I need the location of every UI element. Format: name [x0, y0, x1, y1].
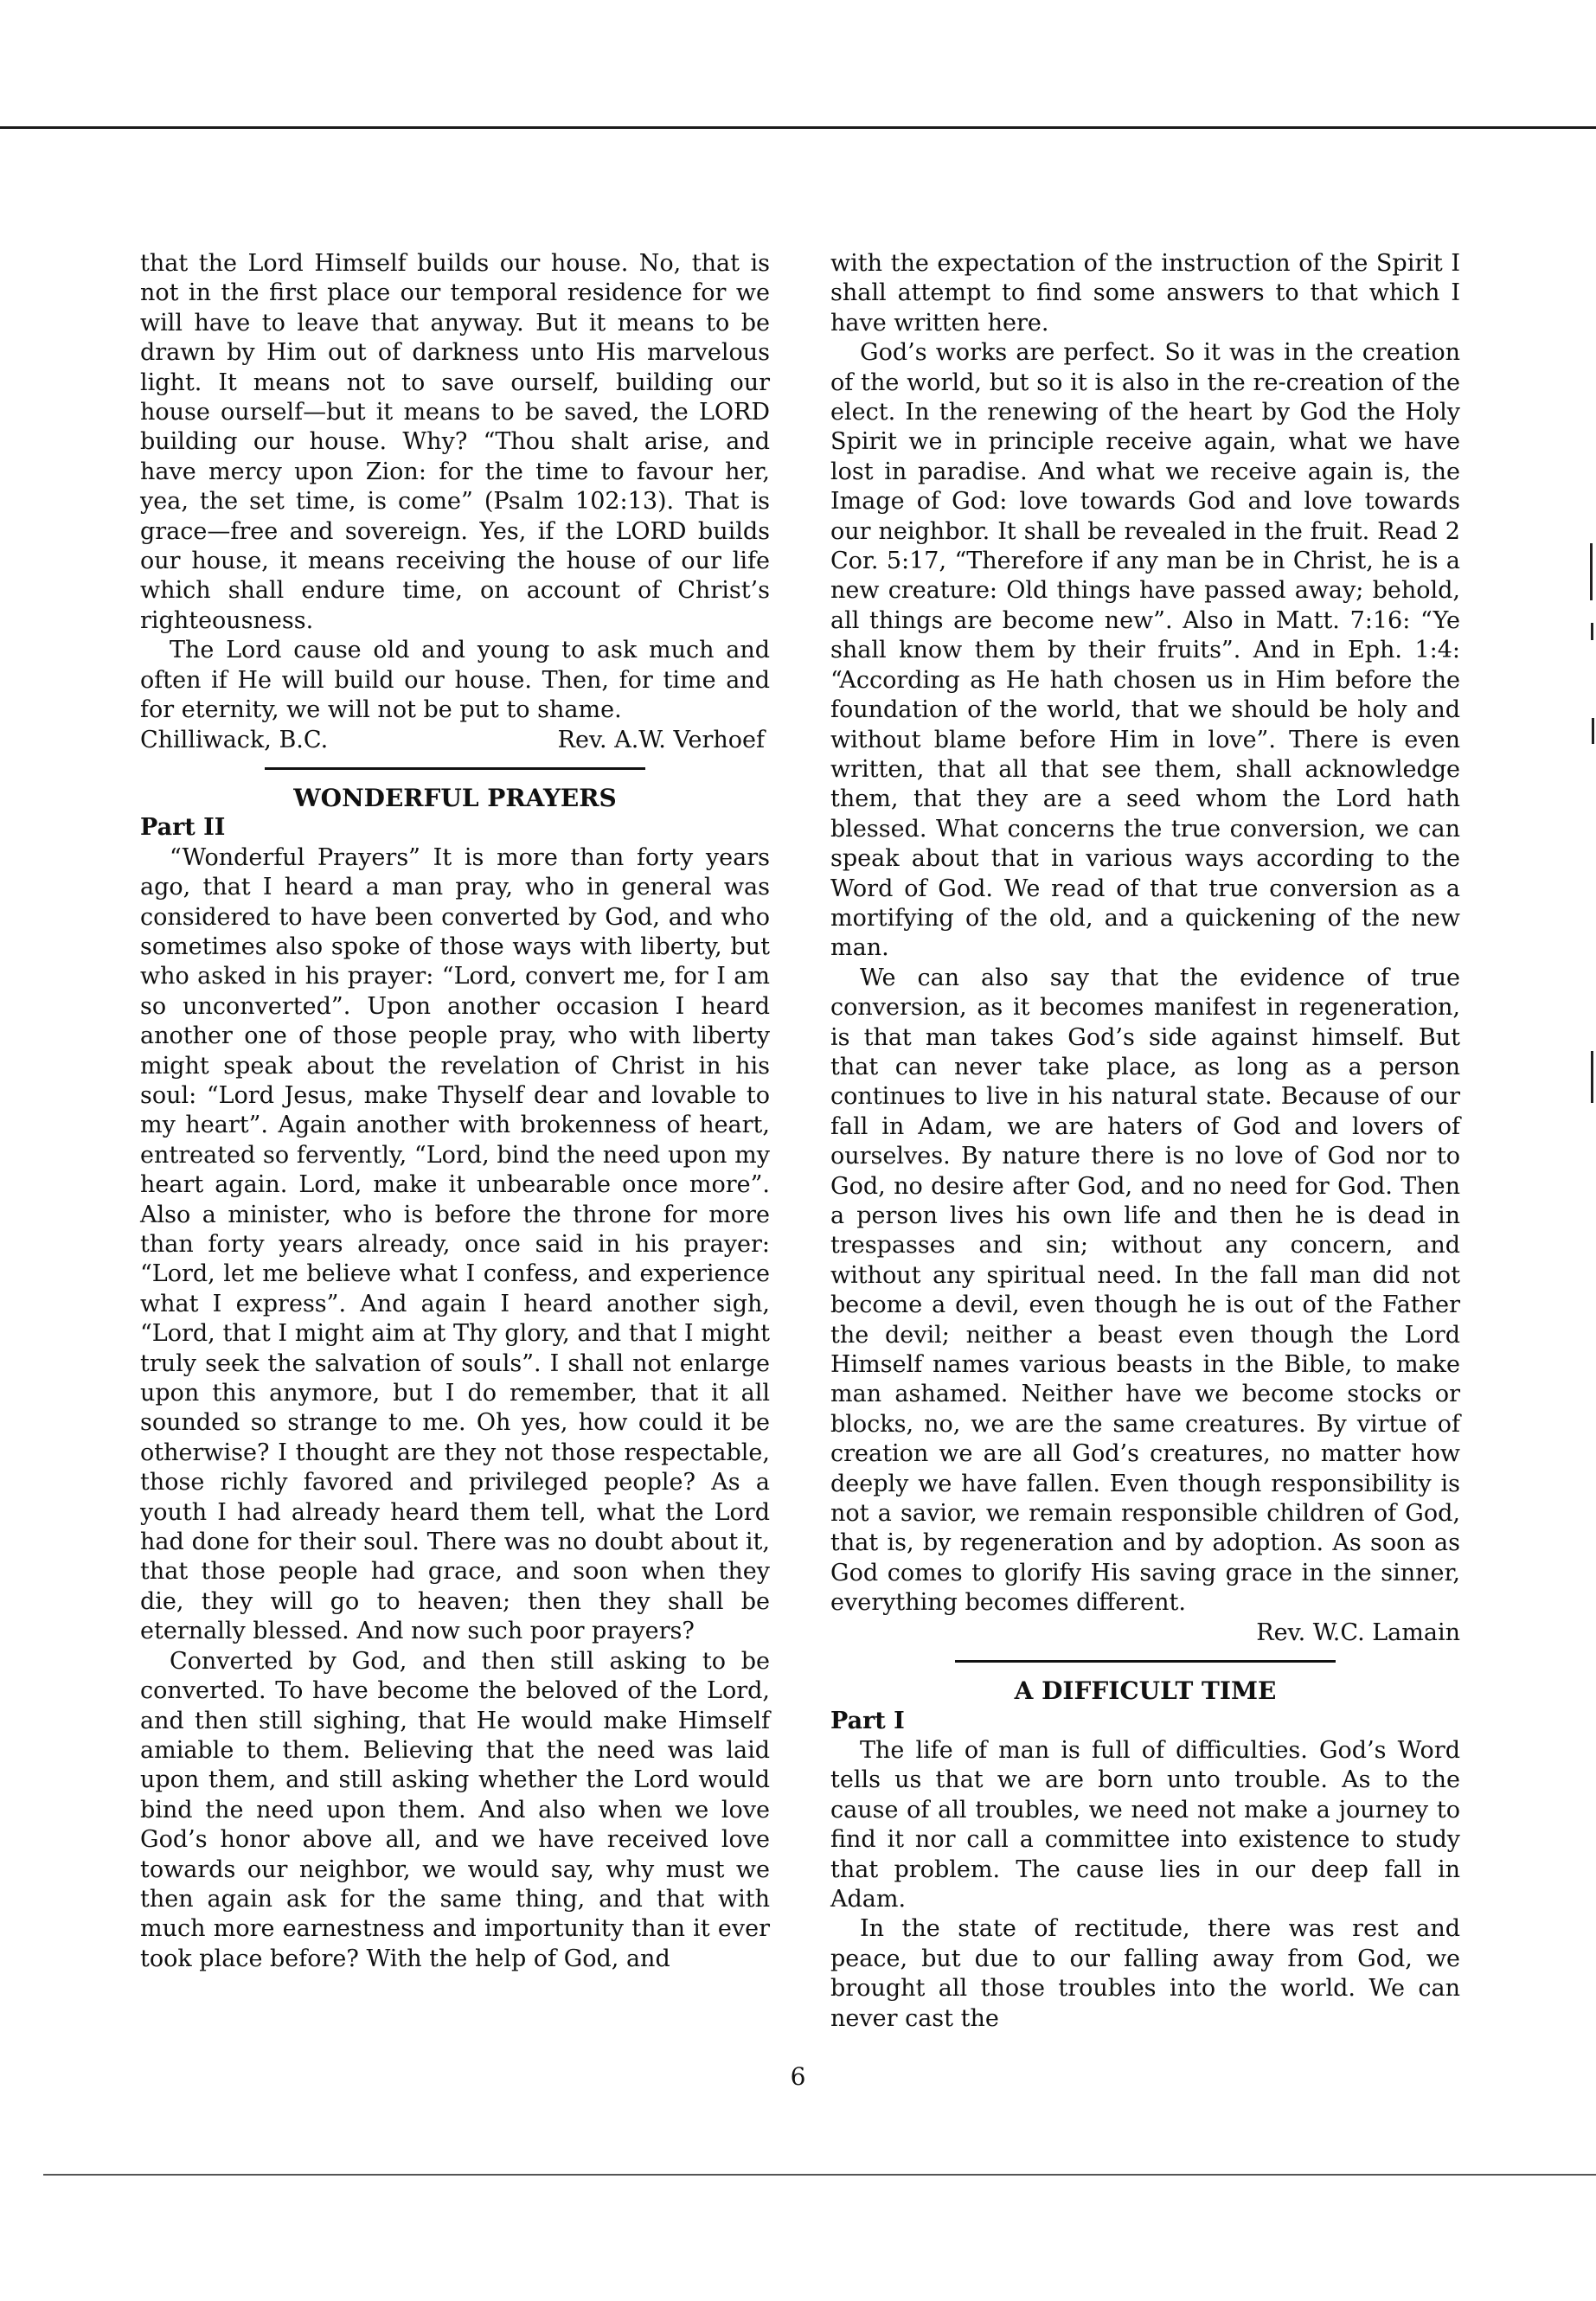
article-part-label: Part I [830, 1707, 905, 1734]
article-paragraph: The life of man is full of difficulties. God’s Word tells us that we are born unto trouble. As to the cause of all troubles, we need not make a journey to find it nor call a committee into existence to study that problem. The cause lies in our deep fall in Adam. [830, 1736, 1460, 1913]
page-number: 6 [790, 2062, 806, 2091]
scan-edge-mark [1591, 1051, 1593, 1103]
article-paragraph: “Wonderful Prayers” It is more than forty years ago, that I heard a man pray, who in general was considered to have been converted by God, and who sometimes also spoke of those ways with liberty, but who asked in his prayer: “Lord, convert me, for I am so unconverted”. Upon another occasion I heard another one of those people pray, who with liberty might speak about the revelation of Christ in his soul: “Lord Jesus, make Thyself dear and lovable to my heart”. Again another with brokenness of heart, entreated so fervently, “Lord, bind the need upon my heart again. Lord, make it unbearable once more”. Also a minister, who is before the throne for more than forty years already, once said in his prayer: “Lord, let me believe what I confess, and experience what I express”. And again I heard another sigh, “Lord, that I might aim at Thy glory, and that I might truly seek the salvation of souls”. I shall not enlarge upon this anymore, but I do remember, that it all sounded so strange to me. Oh yes, how could it be otherwise? I thought are they not those respectable, those richly favored and privileged people? As a youth I had already heard them tell, what the Lord had done for their soul. There was no doubt about it, that those people had grace, and soon when they die, they will go to heaven; then they shall be eternally blessed. And now such poor prayers? [140, 843, 770, 1645]
article-closing-paragraph: The Lord cause old and young to ask much and often if He will build our house. Then, for time and for eternity, we will not be put to shame. [140, 637, 770, 724]
article-separator [265, 767, 645, 770]
article-paragraph: God’s works are perfect. So it was in the creation of the world, but so it is also in the re-creation of the elect. In the renewing of the heart by God the Holy Spirit we in principle receive again, what we have lost in paradise. And what we receive again is, the Image of God: love towards God and love towards our neighbor. It shall be revealed in the fruit. Read 2 Cor. 5:17, “Therefore if any man be in Christ, he is a new creature: Old things have passed away; behold, all things are become new”. Also in Matt. 7:16: “Ye shall know them by their fruits”. And in Eph. 1:4: “According as He hath chosen us in Him before the foundation of the world, that we should be holy and without blame before Him in love”. There is even written, that all that see them, shall acknowledge them, that they are a seed whom the Lord hath blessed. What concerns the true conversion, we can speak about that in various ways according to the Word of God. We read of that true conversion as a mortifying of the old, and a quickening of the new man. [830, 339, 1460, 962]
article-paragraph: We can also say that the evidence of true conversion, as it becomes manifest in regeneration, is that man takes God’s side against himself. But that can never take place, as long as a person continues to live in his natural state. Because of our fall in Adam, we are haters of God and lovers of ourselves. By nature there is no love of God nor to God, no desire after God, and no need for God. Then a person lives his own life and then he is dead in trespasses and sin; without any concern, and without any spiritual need. In the fall man did not become a devil, even though he is out of the Father the devil; neither a beast even though the Lord Himself names various beasts in the Bible, to make man ashamed. Neither have we become stocks or blocks, no, we are the same creatures. By virtue of creation we are all God’s creatures, no matter how deeply we have fallen. Even though responsibility is not a savior, we remain responsible children of God, that is, by regeneration and by adoption. As soon as God comes to glorify His saving grace in the sinner, everything becomes different. [830, 964, 1460, 1617]
article-continuation-paragraph: that the Lord Himself builds our house. No, that is not in the first place our temporal residence for we will have to leave that anyway. But it means to be drawn by Him out of darkness unto His marvelous light. It means not to save ourself, building our house ourself—but it means to be saved, the LORD building our house. Why? “Thou shalt arise, and have mercy upon Zion: for the time to favour her, yea, the set time, is come” (Psalm 102:13). That is grace—free and sovereign. Yes, if the LORD builds our house, it means receiving the house of our life which shall endure time, on account of Christ’s righteousness. [140, 250, 770, 634]
left-column [140, 249, 770, 1974]
scan-edge-mark [1590, 543, 1593, 600]
article-title: WONDERFUL PRAYERS [293, 783, 617, 812]
top-border-line [0, 126, 1596, 129]
bottom-border-line [43, 2174, 1596, 2176]
article-paragraph: Converted by God, and then still asking to be converted. To have become the beloved of the Lord, and then still sighing, that He would make Himself amiable to them. Believing that the need was laid upon them, and still asking whether the Lord would bind the need upon them. And also when we love God’s honor above all, and we have received love towards our neighbor, we would say, why must we then again ask for the same thing, and that with much more earnestness and importunity than it ever took place before? With the help of God, and [140, 1647, 770, 1972]
scan-edge-mark [1592, 718, 1594, 744]
article-title: A DIFFICULT TIME [1014, 1676, 1277, 1706]
article-paragraph: In the state of rectitude, there was rest and peace, but due to our falling away from God, we brought all those troubles into the world. We can never cast the [830, 1915, 1460, 2032]
article-signature [140, 726, 770, 755]
scan-edge-mark [1591, 623, 1593, 640]
article-separator [955, 1660, 1336, 1663]
signature-author: Rev. A.W. Verhoef [557, 726, 765, 753]
signature-place: Chilliwack, B.C. [140, 726, 329, 753]
signature-author: Rev. W.C. Lamain [1256, 1618, 1460, 1646]
article-paragraph: with the expectation of the instruction of the Spirit I shall attempt to find some answers to that which I have written here. [830, 250, 1460, 336]
right-column [830, 249, 1460, 2034]
article-part-label: Part II [140, 814, 226, 842]
